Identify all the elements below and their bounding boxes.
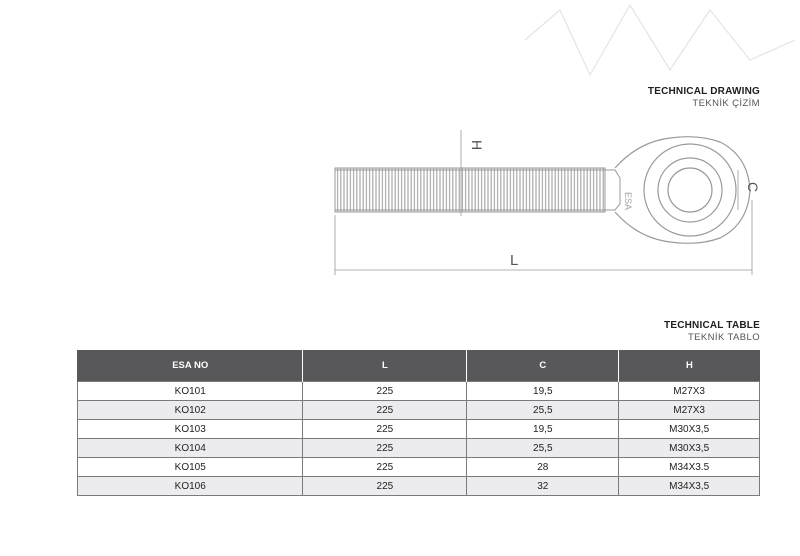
technical-table-title: TECHNICAL TABLE	[664, 320, 760, 331]
rod-end-drawing	[320, 120, 770, 285]
table-row	[78, 439, 760, 458]
technical-drawing-header	[648, 86, 760, 109]
cell-c: 25,5	[467, 401, 619, 420]
table-row	[78, 458, 760, 477]
cell-l: 225	[303, 439, 467, 458]
cell-esa-no: KO101	[78, 382, 303, 401]
rod-end-head	[615, 137, 750, 244]
column-header-c: C	[467, 350, 619, 382]
cell-l: 225	[303, 477, 467, 496]
table-row	[78, 420, 760, 439]
table-row	[78, 382, 760, 401]
cell-l: 225	[303, 401, 467, 420]
column-header-h: H	[619, 350, 760, 382]
table-row	[78, 477, 760, 496]
cell-esa-no: KO103	[78, 420, 303, 439]
technical-table-subtitle: TEKNİK TABLO	[687, 332, 760, 343]
cell-esa-no: KO106	[78, 477, 303, 496]
cell-h: M30X3,5	[619, 439, 760, 458]
technical-table-header	[664, 320, 760, 343]
cell-c: 32	[467, 477, 619, 496]
cell-h: M27X3	[619, 401, 760, 420]
table-header-row	[78, 350, 760, 382]
decorative-outline	[520, 0, 800, 90]
cell-esa-no: KO105	[78, 458, 303, 477]
column-header-esa-no: ESA NO	[78, 350, 303, 382]
head-logo: ESA	[623, 192, 633, 211]
dim-label-l: L	[510, 252, 519, 269]
cell-c: 19,5	[467, 420, 619, 439]
table-row	[78, 401, 760, 420]
cell-h: M34X3,5	[619, 477, 760, 496]
dim-label-h: H	[469, 140, 485, 151]
cell-esa-no: KO104	[78, 439, 303, 458]
technical-drawing-subtitle: TEKNİK ÇİZİM	[692, 98, 760, 109]
cell-l: 225	[303, 382, 467, 401]
cell-l: 225	[303, 420, 467, 439]
dim-label-c: C	[745, 182, 761, 193]
cell-h: M30X3,5	[619, 420, 760, 439]
column-header-l: L	[303, 350, 467, 382]
cell-h: M27X3	[619, 382, 760, 401]
technical-drawing-title: TECHNICAL DRAWING	[647, 86, 760, 97]
cell-c: 28	[467, 458, 619, 477]
cell-c: 25,5	[467, 439, 619, 458]
technical-table	[77, 350, 760, 496]
cell-h: M34X3.5	[619, 458, 760, 477]
threaded-shank	[335, 168, 605, 212]
cell-c: 19,5	[467, 382, 619, 401]
cell-esa-no: KO102	[78, 401, 303, 420]
cell-l: 225	[303, 458, 467, 477]
bore	[668, 168, 712, 212]
